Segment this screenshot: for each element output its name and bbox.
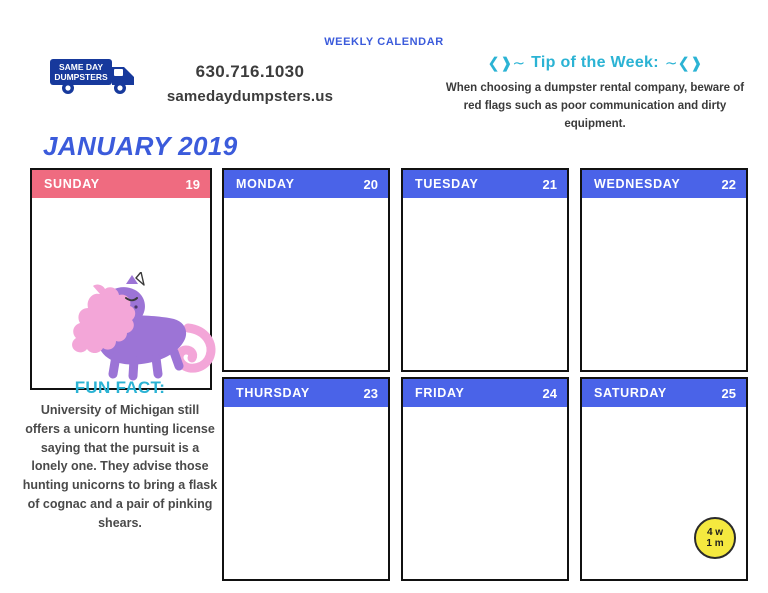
fun-fact-body: University of Michigan still offers a unicorn hunting license saying that the pursuit is a lonely one. They advise those hunting unicorns to bring a flask of cognac and a pair of pinking shears. bbox=[22, 403, 218, 530]
day-number-thursday: 23 bbox=[363, 385, 378, 401]
day-number-wednesday: 22 bbox=[721, 176, 736, 192]
day-name-wednesday: WEDNESDAY bbox=[594, 177, 681, 191]
day-name-monday: MONDAY bbox=[236, 177, 295, 191]
day-header-monday bbox=[222, 168, 390, 198]
day-name-sunday: SUNDAY bbox=[44, 177, 100, 191]
day-number-tuesday: 21 bbox=[542, 176, 557, 192]
day-name-thursday: THURSDAY bbox=[236, 386, 310, 400]
day-name-saturday: SATURDAY bbox=[594, 386, 667, 400]
tip-title-row bbox=[440, 54, 750, 72]
tip-title: Tip of the Week: bbox=[531, 54, 659, 71]
badge-line-1: 4 w bbox=[706, 526, 724, 538]
day-body-sunday[interactable] bbox=[30, 198, 212, 390]
day-header-wednesday bbox=[580, 168, 748, 198]
day-cell-monday[interactable] bbox=[222, 168, 390, 372]
day-cell-wednesday[interactable] bbox=[580, 168, 748, 372]
day-cell-thursday[interactable] bbox=[222, 377, 390, 581]
day-number-monday: 20 bbox=[363, 176, 378, 192]
website-url[interactable]: samedaydumpsters.us bbox=[166, 88, 334, 105]
day-body-tuesday[interactable] bbox=[401, 198, 569, 372]
svg-text:SAME DAY: SAME DAY bbox=[58, 62, 104, 72]
day-body-thursday[interactable] bbox=[222, 407, 390, 581]
fun-fact-block bbox=[22, 378, 218, 532]
day-cell-tuesday[interactable] bbox=[401, 168, 569, 372]
day-body-friday[interactable] bbox=[401, 407, 569, 581]
day-header-friday bbox=[401, 377, 569, 407]
tip-body: When choosing a dumpster rental company, beware of red flags such as poor communication and dirty equipment. bbox=[445, 82, 745, 130]
phone-number[interactable]: 630.716.1030 bbox=[195, 62, 305, 81]
day-header-sunday bbox=[30, 168, 212, 198]
day-header-tuesday bbox=[401, 168, 569, 198]
day-number-sunday: 19 bbox=[185, 176, 200, 192]
day-number-friday: 24 bbox=[542, 385, 557, 401]
same-day-dumpsters-logo bbox=[48, 55, 144, 97]
day-body-monday[interactable] bbox=[222, 198, 390, 372]
svg-text:DUMPSTERS: DUMPSTERS bbox=[54, 72, 108, 82]
day-header-thursday bbox=[222, 377, 390, 407]
contact-block bbox=[150, 62, 350, 105]
fun-fact-title: FUN FACT: bbox=[74, 378, 166, 397]
day-name-friday: FRIDAY bbox=[415, 386, 465, 400]
day-cell-friday[interactable] bbox=[401, 377, 569, 581]
day-number-saturday: 25 bbox=[721, 385, 736, 401]
day-name-tuesday: TUESDAY bbox=[415, 177, 479, 191]
day-body-wednesday[interactable] bbox=[580, 198, 748, 372]
tip-of-the-week bbox=[440, 54, 750, 133]
page-title: JANUARY 2019 bbox=[43, 131, 238, 161]
badge-line-2: 1 m bbox=[706, 538, 724, 549]
duration-badge bbox=[694, 517, 736, 559]
day-cell-sunday[interactable] bbox=[30, 168, 212, 390]
flourish-left-icon: ❮❱∼ bbox=[487, 54, 526, 72]
day-header-saturday bbox=[580, 377, 748, 407]
weekly-calendar-label: WEEKLY CALENDAR bbox=[324, 36, 444, 48]
flourish-right-icon: ∼❮❱ bbox=[664, 54, 703, 72]
